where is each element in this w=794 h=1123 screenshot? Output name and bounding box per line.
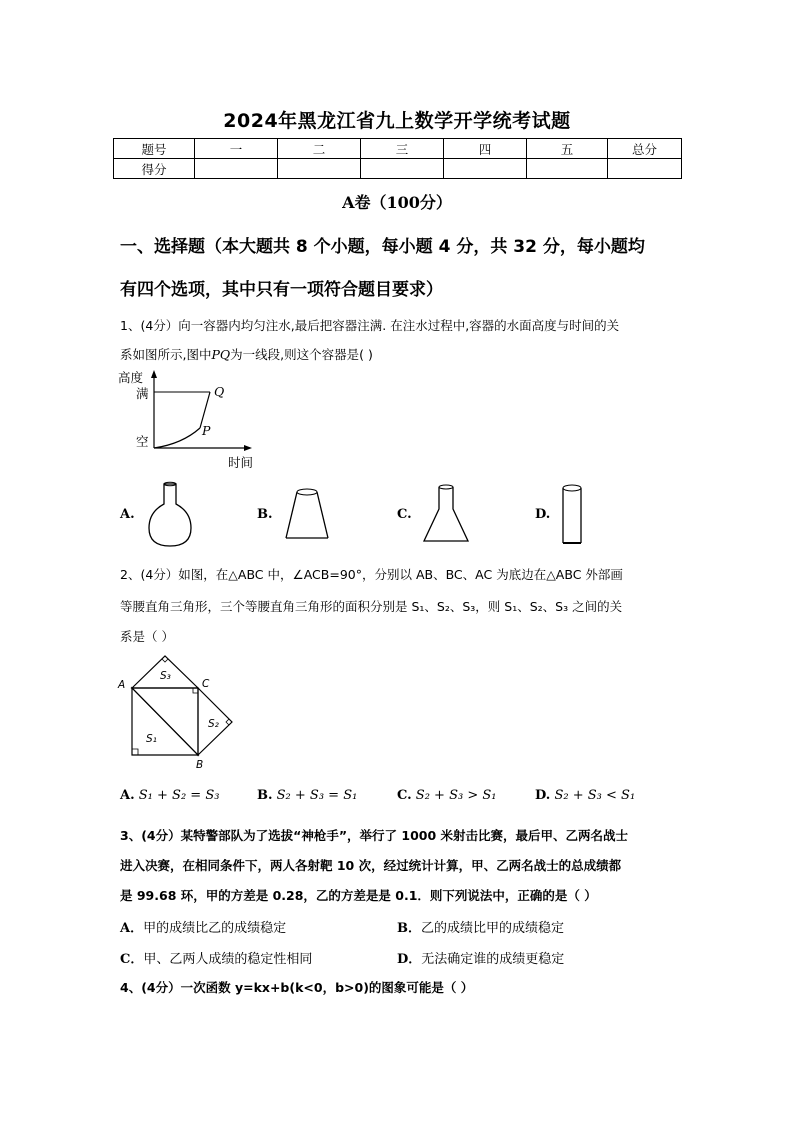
graph-x-arrow [244, 445, 252, 451]
score-cell[interactable] [278, 159, 361, 179]
score-col-3: 三 [361, 139, 444, 159]
q1-height-time-graph [112, 366, 272, 474]
q1-option-c-label[interactable]: C. [397, 507, 412, 522]
section-heading-line1: 一、选择题（本大题共 8 个小题，每小题 4 分，共 32 分，每小题均 [120, 237, 645, 257]
q2-line3: 系是（ ） [120, 629, 174, 644]
q2-option-b[interactable] [257, 788, 357, 803]
graph-y-label: 高度 [118, 370, 144, 385]
q3-line1: 3、(4分）某特警部队为了选拔“神枪手”，举行了 1000 米射击比赛，最后甲、乙两名战士 [120, 828, 629, 843]
score-col-4: 四 [444, 139, 527, 159]
q2-line1: 2、(4分）如图，在△ABC 中，∠ACB=90°，分别以 AB、BC、AC 为底边在△ABC 外部画 [120, 567, 623, 582]
right-angle-mark-s2 [226, 719, 229, 725]
q2-option-d-text: S₂ + S₃ < S₁ [554, 788, 636, 803]
q1-option-b-label[interactable]: B. [257, 507, 273, 522]
score-table-score-row [114, 159, 682, 179]
score-cell[interactable] [195, 159, 278, 179]
q3-option-b-label: B． [397, 921, 421, 936]
score-header-label: 题号 [114, 139, 195, 159]
q1-option-c-conical-flask[interactable] [420, 483, 472, 545]
triangle-s1 [132, 688, 198, 755]
q3-option-d-text: 无法确定谁的成绩更稳定 [421, 952, 565, 967]
q1-option-a-label[interactable]: A. [120, 507, 135, 522]
graph-y-arrow [151, 370, 157, 378]
q3-line3: 是 99.68 环，甲的方差是 0.28，乙的方差是是 0.1．则下列说法中，正确的是（ ） [120, 888, 597, 903]
label-a: A [118, 679, 126, 691]
graph-empty-label: 空 [136, 434, 149, 449]
score-col-2: 二 [278, 139, 361, 159]
q2-option-b-label: B. [257, 788, 273, 803]
score-cell[interactable] [361, 159, 444, 179]
label-b: B [196, 759, 204, 771]
score-cell[interactable] [608, 159, 682, 179]
q1-line2 [120, 345, 373, 363]
q1-option-d-label[interactable]: D. [535, 507, 551, 522]
graph-q-label: Q [214, 384, 225, 399]
page-title: 2024年黑龙江省九上数学开学统考试题 [223, 110, 571, 132]
q1-option-a-flask-round[interactable] [145, 480, 195, 550]
score-table [113, 138, 682, 179]
q2-option-d-label: D. [535, 788, 551, 803]
q3-option-d-label: D． [397, 952, 422, 967]
score-row-label: 得分 [114, 159, 195, 179]
volume-heading: A卷（100分） [342, 193, 452, 212]
q1-line2-a: 系如图所示,图中 [120, 347, 212, 362]
label-s3: S₃ [160, 670, 171, 682]
right-angle-mark-c [193, 688, 198, 693]
q2-line2: 等腰直角三角形，三个等腰直角三角形的面积分别是 S₁、S₂、S₃，则 S₁、S₂、S₃ 之间的关 [120, 599, 623, 614]
q2-option-c-text: S₂ + S₃ > S₁ [415, 788, 497, 803]
q3-option-c-text: 甲、乙两人成绩的稳定性相同 [143, 952, 313, 967]
q2-option-b-text: S₂ + S₃ = S₁ [276, 788, 358, 803]
q2-option-c[interactable] [397, 788, 496, 803]
q2-option-a-text: S₁ + S₂ = S₃ [138, 788, 220, 803]
label-c: C [202, 678, 210, 690]
q3-option-b[interactable] [397, 917, 564, 936]
graph-full-label: 满 [136, 386, 149, 401]
q2-option-c-label: C. [397, 788, 412, 803]
label-s2: S₂ [208, 718, 219, 730]
q3-option-a-label: A． [120, 921, 144, 936]
q3-option-c-label: C． [120, 952, 144, 967]
score-table-header-row [114, 139, 682, 159]
q2-option-d[interactable] [535, 788, 635, 803]
q2-option-a[interactable] [120, 788, 219, 803]
score-col-1: 一 [195, 139, 278, 159]
graph-p-label: P [202, 423, 211, 438]
right-angle-mark-s3 [162, 659, 168, 662]
q3-option-c[interactable] [120, 948, 312, 967]
q1-line1: 1、(4分）向一容器内均匀注水,最后把容器注满. 在注水过程中,容器的水面高度与时间的关 [120, 318, 620, 333]
q3-option-d[interactable] [397, 948, 564, 967]
score-col-total: 总分 [608, 139, 682, 159]
q1-option-b-frustum[interactable] [282, 487, 332, 542]
q1-line2-b: 为一线段,则这个容器是( ) [230, 347, 373, 362]
q2-option-a-label: A. [120, 788, 135, 803]
score-cell[interactable] [444, 159, 527, 179]
section-heading-line2: 有四个选项，其中只有一项符合题目要求） [120, 280, 443, 300]
score-cell[interactable] [527, 159, 608, 179]
q2-triangle-figure [112, 652, 248, 772]
graph-curve-op [154, 428, 200, 448]
graph-x-label: 时间 [228, 455, 254, 470]
q4-line1: 4、(4分）一次函数 y=kx+b(k<0，b>0)的图象可能是（ ） [120, 980, 474, 995]
q1-line2-var: PQ [211, 347, 231, 362]
q1-option-d-cylinder[interactable] [558, 483, 588, 547]
score-col-5: 五 [527, 139, 608, 159]
q3-option-b-text: 乙的成绩比甲的成绩稳定 [421, 921, 565, 936]
right-angle-mark-s1 [132, 749, 138, 755]
q3-line2: 进入决赛，在相同条件下，两人各射靶 10 次，经过统计计算，甲、乙两名战士的总成绩都 [120, 858, 622, 873]
label-s1: S₁ [146, 733, 157, 745]
q3-option-a-text: 甲的成绩比乙的成绩稳定 [143, 921, 287, 936]
q3-option-a[interactable] [120, 917, 286, 936]
